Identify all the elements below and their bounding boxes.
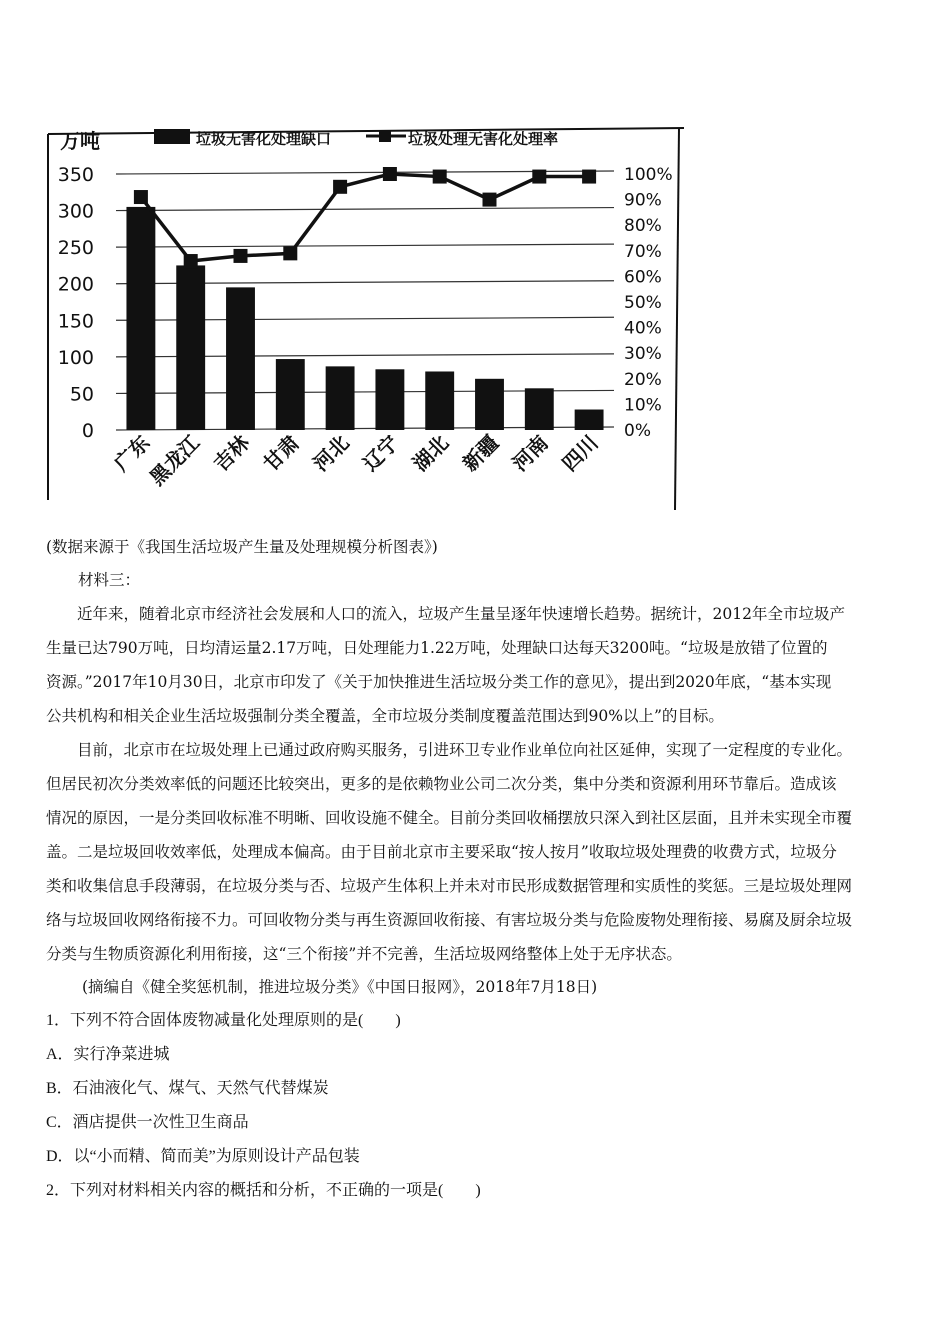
para1-line: 近年来，随着北京市经济社会发展和人口的流入，垃圾产生量呈逐年快速增长趋势。据统计，2012年全市垃圾产 [77, 605, 845, 623]
rate-marker [134, 190, 148, 204]
left-tick-label: 250 [57, 237, 94, 260]
chart-right-border [675, 128, 679, 510]
bar-line-chart [44, 112, 684, 512]
citation: (摘编自《健全奖惩机制，推进垃圾分类》《中国日报网》，2018年7月18日) [82, 978, 598, 996]
option-d: D．以“小而精、简而美”为原则设计产品包装 [46, 1148, 360, 1165]
category-label: 黑龙江 [144, 430, 205, 490]
rate-marker [234, 249, 248, 263]
left-tick-label: 0 [81, 420, 94, 442]
para2-line: 情况的原因，一是分类回收标准不明晰、回收设施不健全。目前分类回收桶摆放只深入到社区层面，且并未实现全市覆 [46, 809, 853, 827]
chart-top-border [48, 128, 684, 134]
para2-line: 络与垃圾回收网络衔接不力。可回收物分类与再生资源回收衔接、有害垃圾分类与危险废物处理衔接、易腐及厨余垃圾 [46, 911, 853, 929]
rate-polyline [141, 174, 589, 261]
right-tick-label: 70% [624, 241, 662, 262]
right-tick-label: 60% [624, 267, 662, 288]
rate-line [134, 167, 596, 268]
right-tick-label: 50% [624, 293, 662, 313]
option-c: C．酒店提供一次性卫生商品 [46, 1114, 249, 1131]
gridline [116, 208, 614, 211]
bar [475, 379, 504, 430]
right-tick-label: 10% [624, 395, 662, 416]
right-tick-label: 90% [624, 190, 662, 211]
option-b: B．石油液化气、煤气、天然气代替煤炭 [46, 1080, 329, 1097]
rate-marker [383, 167, 397, 181]
rate-marker [532, 170, 546, 184]
bar [375, 369, 404, 430]
bar [575, 410, 604, 430]
legend-bar-swatch [154, 129, 190, 144]
left-axis-ticks [58, 164, 94, 442]
right-tick-label: 40% [624, 318, 662, 339]
bar [176, 265, 205, 430]
left-tick-label: 350 [57, 164, 94, 186]
rate-marker [483, 193, 497, 207]
para1-line: 公共机构和相关企业生活垃圾强制分类全覆盖，全市垃圾分类制度覆盖范围达到90%以上”的目标。 [46, 707, 724, 725]
para2-line: 类和收集信息手段薄弱，在垃圾分类与否、垃圾产生体积上并未对市民形成数据管理和实质性的奖惩。三是垃圾处理网 [46, 877, 853, 895]
question-2: 2．下列对材料相关内容的概括和分析，不正确的一项是( ) [46, 1182, 481, 1199]
para1-line: 生量已达790万吨，日均清运量2.17万吨，日处理能力1.22万吨，处理缺口达每天3200吨。“垃圾是放错了位置的 [46, 639, 828, 657]
right-tick-label: 20% [624, 369, 662, 390]
option-a: A．实行净菜进城 [46, 1046, 170, 1063]
para2-line: 分类与生物质资源化利用衔接，这“三个衔接”并不完善，生活垃圾网络整体上处于无序状态。 [46, 945, 682, 963]
category-label: 河南 [507, 430, 553, 476]
para2-line: 盖。二是垃圾回收效率低，处理成本偏高。由于目前北京市主要采取“按人按月”收取垃圾处理费的收费方式，垃圾分 [46, 843, 837, 861]
left-tick-label: 50 [69, 383, 94, 406]
category-label: 新疆 [457, 430, 504, 476]
left-tick-label: 200 [57, 273, 94, 296]
category-label: 河北 [308, 430, 354, 476]
para2-line: 目前，北京市在垃圾处理上已通过政府购买服务，引进环卫专业作业单位向社区延伸，实现了一定程度的专业化。 [77, 741, 853, 759]
rate-marker [333, 180, 347, 194]
category-label: 四川 [557, 430, 603, 476]
source-note: (数据来源于《我国生活垃圾产生量及处理规模分析图表》) [46, 538, 438, 556]
right-tick-label: 100% [624, 165, 673, 185]
left-tick-label: 150 [57, 310, 94, 333]
bar [326, 366, 355, 430]
left-tick-label: 100 [57, 346, 94, 369]
category-label: 广东 [109, 430, 155, 476]
bar [425, 371, 454, 430]
paragraph-1 [46, 597, 908, 733]
bar [126, 207, 155, 430]
right-tick-label: 30% [624, 344, 662, 365]
chart [44, 112, 684, 512]
bar [226, 287, 255, 430]
gridline [116, 244, 614, 247]
category-label: 吉林 [208, 430, 255, 476]
category-label: 湖北 [407, 430, 454, 476]
paragraph-2 [46, 733, 908, 971]
legend-bar-label: 垃圾无害化处理缺口 [196, 130, 332, 148]
right-tick-label: 80% [624, 216, 662, 237]
right-tick-label: 0% [624, 421, 651, 441]
rate-marker [184, 254, 198, 268]
legend-line-marker [379, 130, 391, 142]
material-label: 材料三： [78, 571, 141, 589]
right-axis-ticks [624, 165, 673, 441]
category-label: 辽宁 [358, 430, 404, 476]
rate-marker [433, 170, 447, 184]
rate-marker [582, 170, 596, 184]
para2-line: 但居民初次分类效率低的问题还比较突出，更多的是依赖物业公司二次分类，集中分类和资源利用环节靠后。造成该 [46, 775, 837, 793]
question-1: 1．下列不符合固体废物减量化处理原则的是( ) [46, 1012, 401, 1029]
left-tick-label: 300 [57, 200, 94, 223]
bar [276, 359, 305, 430]
category-labels [109, 430, 602, 490]
category-label: 甘肃 [258, 430, 304, 476]
para1-line: 资源。”2017年10月30日，北京市印发了《关于加快推进生活垃圾分类工作的意见》，提出到2020年底，“基本实现 [46, 673, 832, 691]
left-axis-title: 万吨 [60, 129, 100, 153]
bar [525, 388, 554, 430]
legend-line-label: 垃圾处理无害化处理率 [408, 130, 559, 148]
rate-marker [283, 246, 297, 260]
